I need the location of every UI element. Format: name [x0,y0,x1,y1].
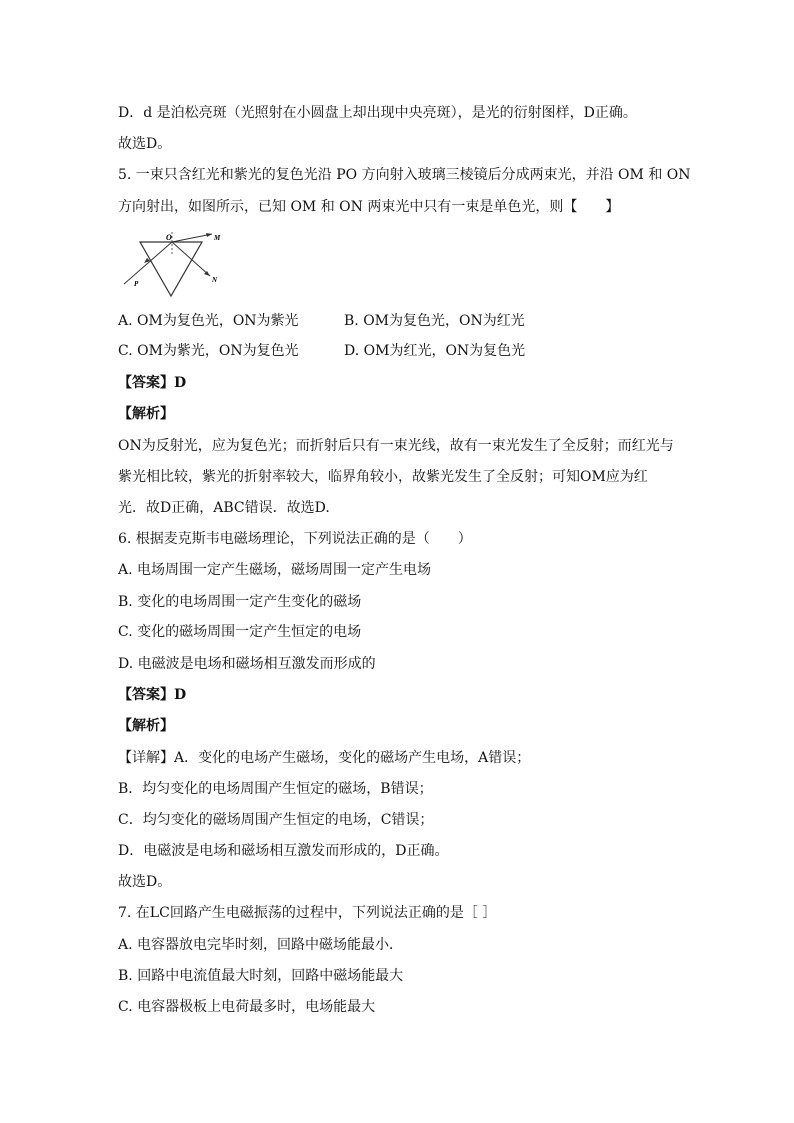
label-m: M [214,234,221,242]
q6-option-b: B. 变化的电场周围一定产生变化的磁场 [118,594,362,610]
q5-option-b: B. OM为复色光，ON为红光 [344,313,525,329]
prism-diagram [114,224,226,300]
q6-option-d: D. 电磁波是电场和磁场相互激发而形成的 [118,656,376,672]
q6-detail-line-2: B．均匀变化的电场周围产生恒定的磁场，B错误； [118,781,433,797]
ray-on [172,242,210,276]
question-5-stem-line-2: 方向射出，如图所示，已知 OM 和 ON 两束光中只有一束是单色光，则【 】 [118,199,620,215]
ray-om [172,234,212,242]
q5-option-a: A. OM为复色光，ON为紫光 [118,313,299,329]
q7-option-b: B. 回路中电流值最大时刻，回路中磁场能最大 [118,968,404,984]
q6-option-a: A. 电场周围一定产生磁场，磁场周围一定产生电场 [118,562,432,578]
text-line-d-option-conclusion: D．d 是泊松亮斑（光照射在小圆盘上却出现中央亮斑），是光的衍射图样，D正确。 [118,105,637,121]
q6-detail-line-3: C．均匀变化的磁场周围产生恒定的电场，C错误； [118,812,434,828]
q6-detail-line-4: D．电磁波是电场和磁场相互激发而形成的，D正确。 [118,843,449,859]
label-o: O [166,233,172,242]
question-7-stem: 7. 在LC回路产生电磁振荡的过程中，下列说法正确的是［ ］ [118,905,497,921]
ray-po [124,242,172,284]
q5-option-d: D. OM为红光，ON为复色光 [344,343,526,359]
q5-option-c: C. OM为紫光，ON为复色光 [118,343,299,359]
q6-choose-d: 故选D。 [118,874,172,890]
q5-analysis-line-2: 紫光相比较，紫光的折射率较大，临界角较小，故紫光发生了全反射；可知OM应为红 [118,469,648,485]
q5-answer: 【答案】D [118,375,187,391]
q5-analysis-line-1: ON为反射光，应为复色光；而折射后只有一束光线，故有一束光发生了全反射；而红光与 [118,438,674,454]
q6-detail-line-1: 【详解】A．变化的电场产生磁场，变化的磁场产生电场，A错误； [118,750,531,766]
label-n: N [212,276,218,284]
q6-answer: 【答案】D [118,687,187,703]
prism-triangle [140,242,202,296]
question-5-stem-line-1: 5. 一束只含红光和紫光的复色光沿 PO 方向射入玻璃三棱镜后分成两束光，并沿 OM 和 ON [118,167,691,183]
q6-analysis-heading: 【解析】 [118,718,174,734]
question-6-stem: 6. 根据麦克斯韦电磁场理论，下列说法正确的是（ ） [118,531,472,547]
text-line-choose-d: 故选D。 [118,136,172,152]
q7-option-a: A. 电容器放电完毕时刻，回路中磁场能最小． [118,937,404,953]
q6-option-c: C. 变化的磁场周围一定产生恒定的电场 [118,624,362,640]
label-p: P [134,280,139,288]
q5-analysis-heading: 【解析】 [118,406,174,422]
q5-analysis-line-3: 光．故D正确，ABC错误．故选D. [118,500,330,516]
q7-option-c: C. 电容器极板上电荷最多时，电场能最大 [118,999,376,1015]
ray-om-arrow [206,233,212,237]
